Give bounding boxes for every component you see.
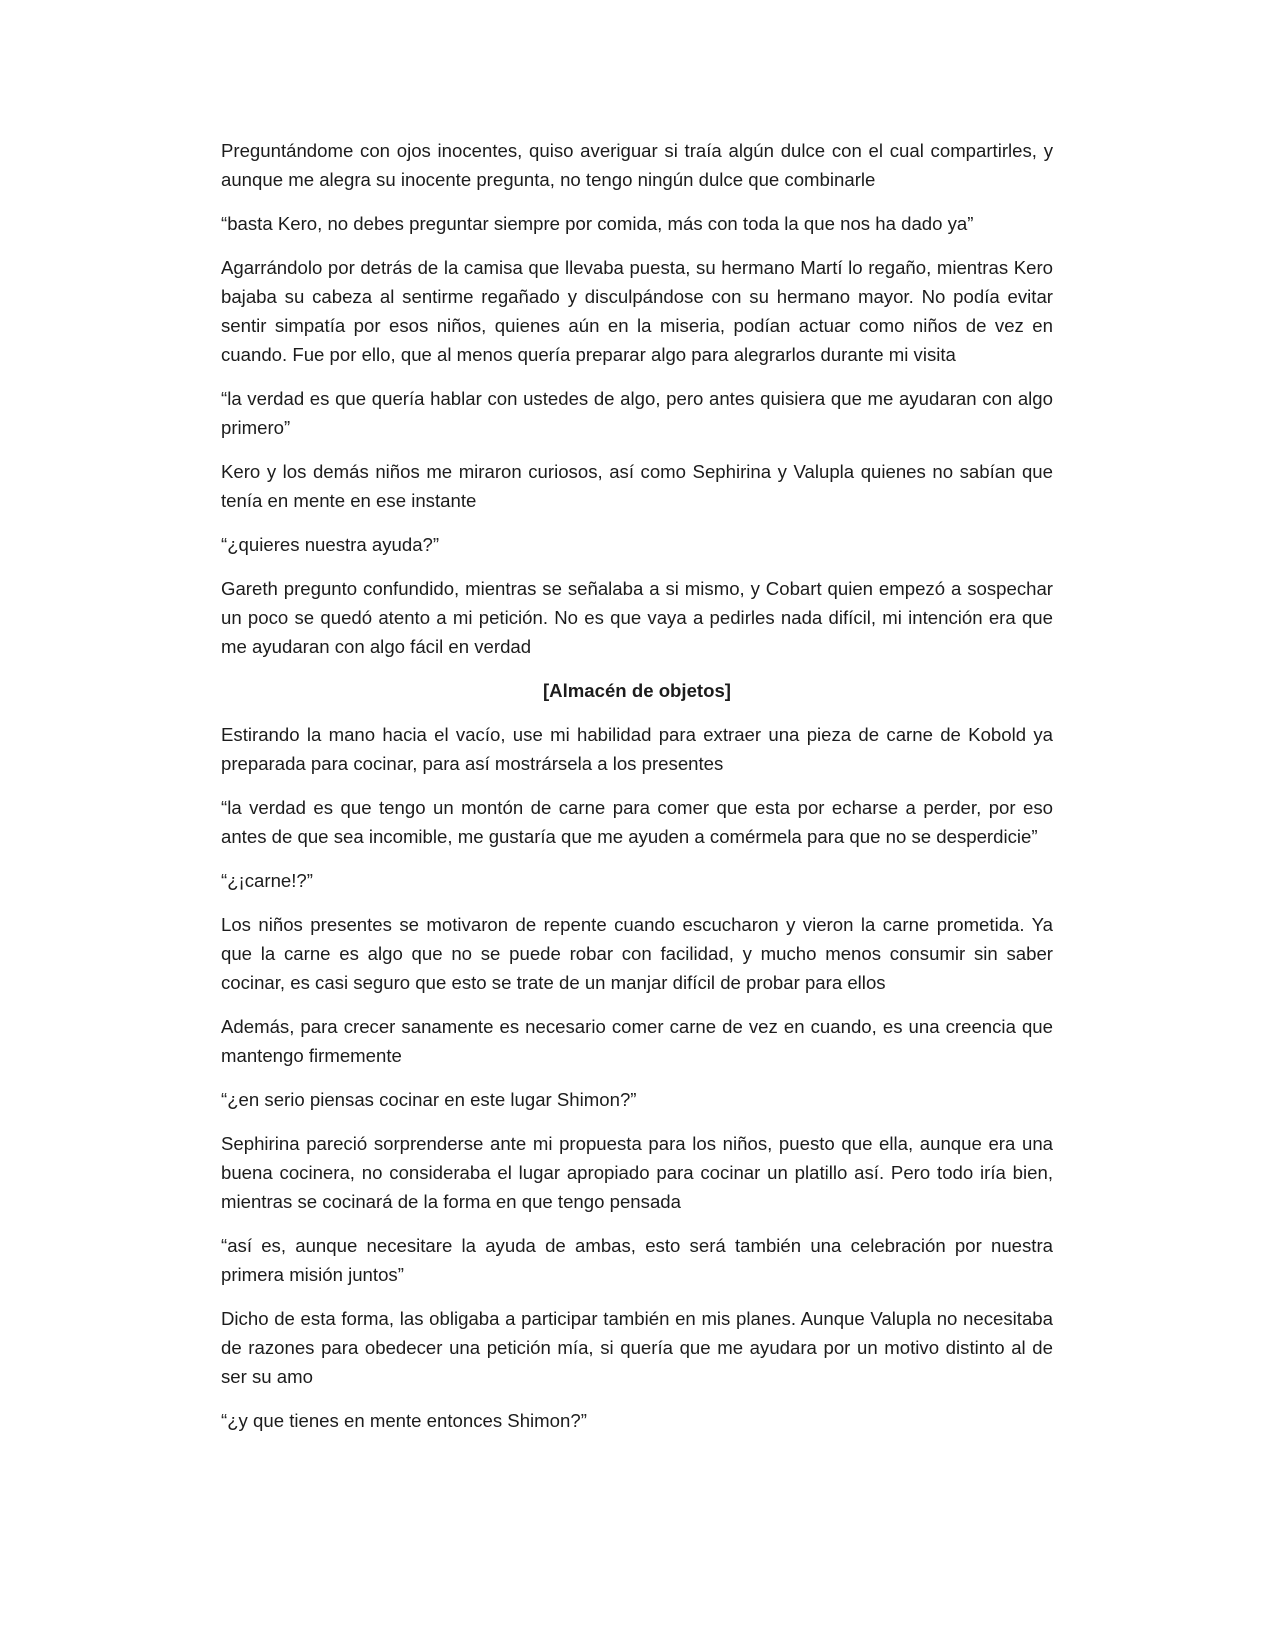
dialogue-line: “basta Kero, no debes preguntar siempre por comida, más con toda la que nos ha dado ya”: [221, 213, 974, 234]
paragraph: Los niños presentes se motivaron de repente cuando escucharon y vieron la carne prometida. Ya que la carne es algo que no se puede robar con facilidad, y mucho menos consumir sin saber cocinar, es casi seguro que esto se trate de un manjar difícil de probar para ellos: [221, 914, 1053, 993]
paragraph: Sephirina pareció sorprenderse ante mi propuesta para los niños, puesto que ella, aunque era una buena cocinera, no consideraba el lugar apropiado para cocinar un platillo así. Pero todo iría bien, mientras se cocinará de la forma en que tengo pensada: [221, 1133, 1053, 1212]
paragraph: Preguntándome con ojos inocentes, quiso averiguar si traía algún dulce con el cual compartirles, y aunque me alegra su inocente pregunta, no tengo ningún dulce que combinarle: [221, 140, 1053, 190]
dialogue-line: “la verdad es que tengo un montón de carne para comer que esta por echarse a perder, por eso antes de que sea incomible, me gustaría que me ayuden a comérmela para que no se desperdicie”: [221, 797, 1053, 847]
paragraph: Estirando la mano hacia el vacío, use mi habilidad para extraer una pieza de carne de Kobold ya preparada para cocinar, para así mostrársela a los presentes: [221, 724, 1053, 774]
document-body: [221, 136, 1053, 1450]
skill-heading: [Almacén de objetos]: [542, 680, 732, 701]
dialogue-line: “¿¡carne!?”: [221, 870, 313, 891]
dialogue-line: “¿en serio piensas cocinar en este lugar Shimon?”: [221, 1089, 637, 1110]
dialogue-line: “así es, aunque necesitare la ayuda de ambas, esto será también una celebración por nuestra primera misión juntos”: [221, 1235, 1053, 1285]
paragraph: Kero y los demás niños me miraron curiosos, así como Sephirina y Valupla quienes no sabían que tenía en mente en ese instante: [221, 461, 1053, 511]
paragraph: Además, para crecer sanamente es necesario comer carne de vez en cuando, es una creencia que mantengo firmemente: [221, 1016, 1053, 1066]
paragraph: Dicho de esta forma, las obligaba a participar también en mis planes. Aunque Valupla no necesitaba de razones para obedecer una petición mía, si quería que me ayudara por un motivo distinto al de ser su amo: [221, 1308, 1053, 1387]
paragraph: Gareth pregunto confundido, mientras se señalaba a si mismo, y Cobart quien empezó a sospechar un poco se quedó atento a mi petición. No es que vaya a pedirles nada difícil, mi intención era que me ayudaran con algo fácil en verdad: [221, 578, 1053, 657]
dialogue-line: “la verdad es que quería hablar con ustedes de algo, pero antes quisiera que me ayudaran con algo primero”: [221, 388, 1053, 438]
dialogue-line: “¿y que tienes en mente entonces Shimon?”: [221, 1410, 587, 1431]
paragraph: Agarrándolo por detrás de la camisa que llevaba puesta, su hermano Martí lo regaño, mientras Kero bajaba su cabeza al sentirme regañado y disculpándose con su hermano mayor. No podía evitar sentir simpatía por esos niños, quienes aún en la miseria, podían actuar como niños de vez en cuando. Fue por ello, que al menos quería preparar algo para alegrarlos durante mi visita: [221, 257, 1053, 365]
dialogue-line: “¿quieres nuestra ayuda?”: [221, 534, 440, 555]
